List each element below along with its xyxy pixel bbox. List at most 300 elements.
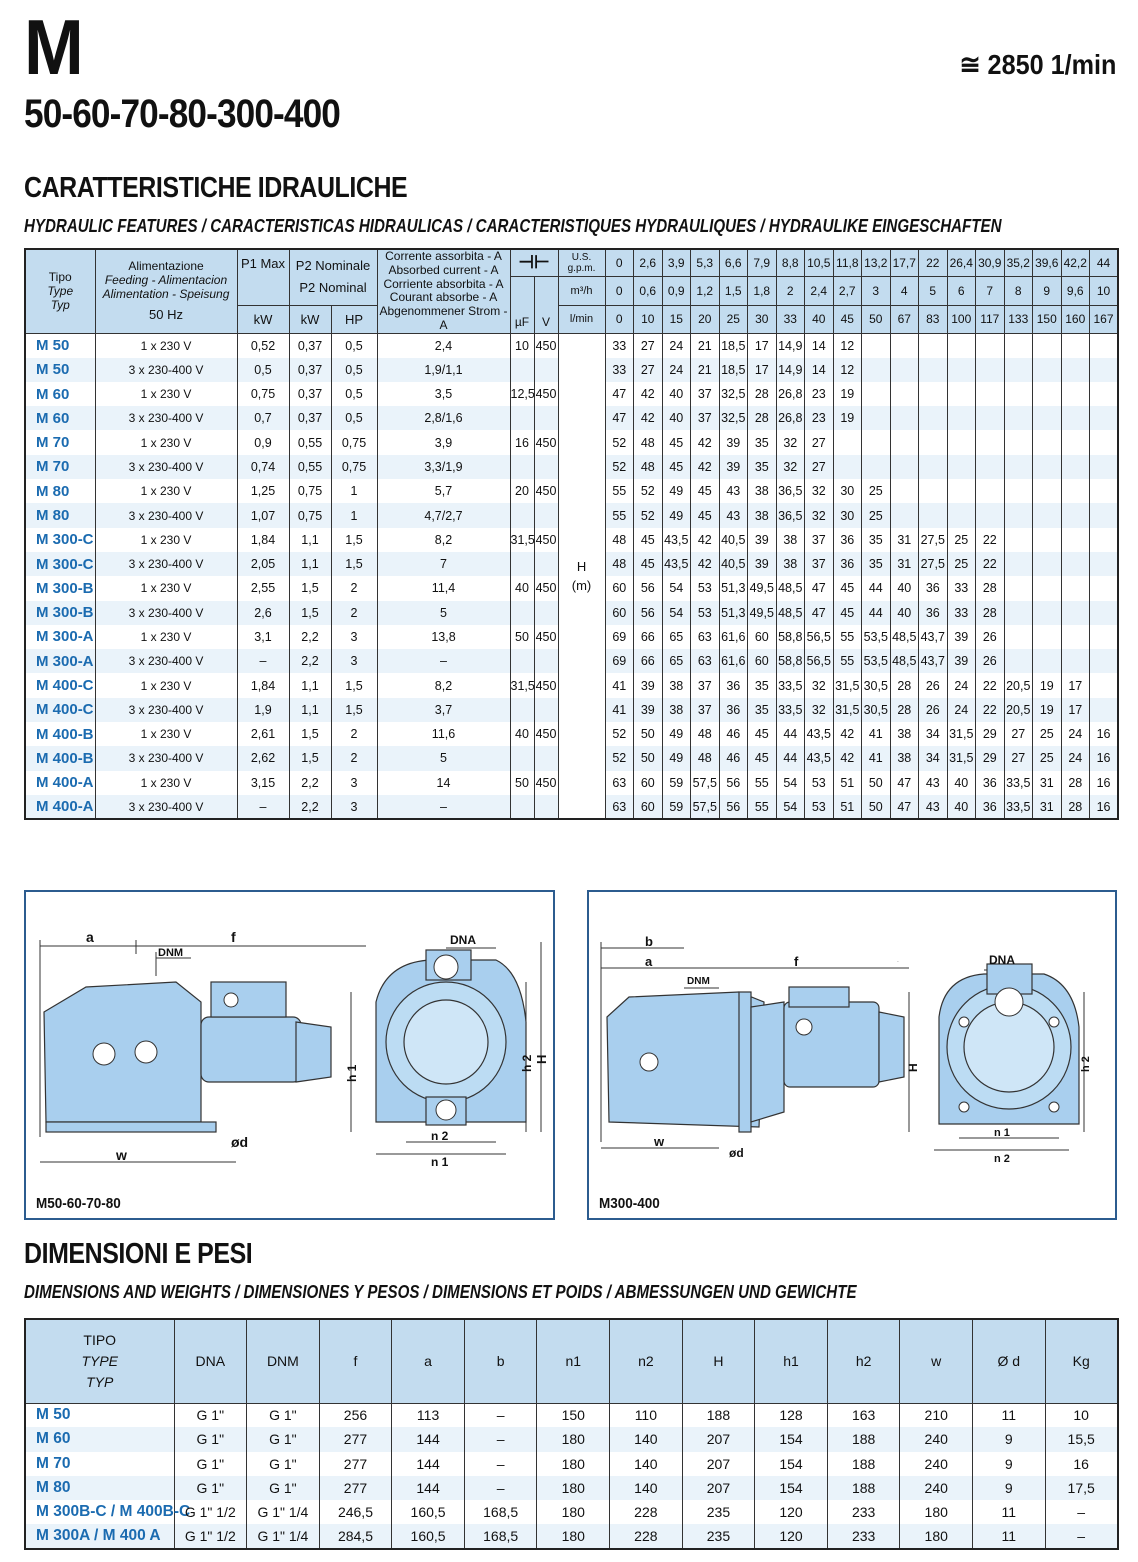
dim-value-cell: 168,5	[464, 1524, 537, 1548]
dimensions-title: DIMENSIONI E PESI	[24, 1238, 253, 1270]
head-value-cell: 48,5	[890, 625, 919, 649]
head-value-cell: 24	[1061, 746, 1090, 770]
dim-model-cell: M 70	[25, 1452, 174, 1476]
hp-cell: 0,5	[331, 333, 377, 357]
head-value-cell	[1033, 382, 1062, 406]
dim-value-cell: 128	[755, 1403, 828, 1427]
head-value-cell: 23	[805, 406, 834, 430]
dim-f-label-r: f	[794, 954, 799, 969]
dim-value-cell: 163	[827, 1403, 900, 1427]
head-value-cell: 38	[748, 503, 777, 527]
head-value-cell: 43	[919, 795, 948, 819]
uf-cell: 16	[510, 430, 534, 454]
feed-cell: 3 x 230-400 V	[95, 698, 237, 722]
table-row	[25, 1500, 1118, 1524]
head-value-cell: 39	[748, 552, 777, 576]
head-value-cell: 46	[719, 746, 748, 770]
head-value-cell: 27	[634, 333, 663, 357]
head-value-cell: 63	[691, 625, 720, 649]
head-value-cell: 28	[1061, 771, 1090, 795]
head-value-cell: 48	[691, 722, 720, 746]
uf-cell	[510, 746, 534, 770]
head-value-cell	[919, 358, 948, 382]
head-value-cell: 52	[634, 479, 663, 503]
head-value-cell: 28	[890, 673, 919, 697]
p1-cell: 0,74	[237, 455, 289, 479]
head-value-cell	[1061, 479, 1090, 503]
dim-value-cell: 11	[973, 1403, 1046, 1427]
v-cell	[534, 503, 558, 527]
dim-value-cell: 235	[682, 1524, 755, 1548]
head-value-cell	[1004, 649, 1033, 673]
kw-cell: 2,2	[289, 795, 331, 819]
head-value-cell: 25	[862, 503, 891, 527]
uf-cell	[510, 455, 534, 479]
dim-n1-label-r: n 1	[994, 1127, 1010, 1139]
head-value-cell: 63	[605, 795, 634, 819]
head-value-cell: 55	[833, 625, 862, 649]
head-value-cell: 42	[634, 406, 663, 430]
head-value-cell: 32	[805, 673, 834, 697]
head-value-cell: 31	[890, 552, 919, 576]
dim-w-label: w	[116, 1147, 127, 1163]
current-cell: 3,7	[377, 698, 510, 722]
dim-value-cell: 154	[755, 1476, 828, 1500]
p1-header: P1 Max	[237, 249, 289, 305]
v-cell: 450	[534, 673, 558, 697]
kw-cell: 1,1	[289, 673, 331, 697]
head-value-cell	[1090, 552, 1119, 576]
head-value-cell	[947, 333, 976, 357]
dim-value-cell: 180	[900, 1500, 973, 1524]
head-value-cell: 52	[605, 746, 634, 770]
head-value-cell	[919, 382, 948, 406]
dim-f-label: f	[231, 929, 236, 945]
head-value-cell: 39	[947, 625, 976, 649]
dim-value-cell: 207	[682, 1452, 755, 1476]
current-cell: 11,6	[377, 722, 510, 746]
head-value-cell: 49,5	[748, 576, 777, 600]
head-value-cell: 29	[976, 722, 1005, 746]
current-cell: 8,2	[377, 673, 510, 697]
head-value-cell: 43	[919, 771, 948, 795]
pump-drawing-large	[589, 892, 1115, 1192]
feed-cell: 1 x 230 V	[95, 576, 237, 600]
head-value-cell	[1061, 552, 1090, 576]
dim-model-cell: M 300A / M 400 A	[25, 1524, 174, 1548]
head-value-cell: 32,5	[719, 406, 748, 430]
head-value-cell	[1061, 601, 1090, 625]
table-row	[25, 1476, 1118, 1500]
p1-cell: 1,25	[237, 479, 289, 503]
hp-cell: 1,5	[331, 552, 377, 576]
head-value-cell: 40,5	[719, 528, 748, 552]
dim-value-cell: 180	[537, 1524, 610, 1548]
p1-cell: 2,6	[237, 601, 289, 625]
feed-cell: 1 x 230 V	[95, 722, 237, 746]
kw-cell: 0,37	[289, 406, 331, 430]
head-value-cell: 28	[1061, 795, 1090, 819]
hp-cell: 1	[331, 479, 377, 503]
head-value-cell: 49	[662, 746, 691, 770]
head-value-cell: 12	[833, 358, 862, 382]
hp-cell: 3	[331, 795, 377, 819]
dim-value-cell: 235	[682, 1500, 755, 1524]
dim-value-cell: –	[1045, 1500, 1118, 1524]
dim-value-cell: G 1"	[174, 1427, 247, 1451]
head-value-cell: 22	[976, 698, 1005, 722]
head-value-cell	[1033, 601, 1062, 625]
p1-cell: –	[237, 649, 289, 673]
capacitor-icon: ⊣⊢	[510, 249, 558, 276]
dim-value-cell: 188	[827, 1452, 900, 1476]
dim-value-cell: 233	[827, 1500, 900, 1524]
head-value-cell: 40,5	[719, 552, 748, 576]
dim-value-cell: 144	[392, 1476, 465, 1500]
pump-drawing-small	[26, 892, 553, 1192]
current-cell: 11,4	[377, 576, 510, 600]
head-value-cell: 51,3	[719, 601, 748, 625]
head-value-cell: 31,5	[833, 673, 862, 697]
dim-value-cell: 120	[755, 1524, 828, 1548]
dim-value-cell: 180	[537, 1476, 610, 1500]
dim-value-cell: 210	[900, 1403, 973, 1427]
hp-cell: 0,5	[331, 406, 377, 430]
head-value-cell: 53	[691, 601, 720, 625]
feed-cell: 1 x 230 V	[95, 479, 237, 503]
head-value-cell	[1061, 528, 1090, 552]
head-value-cell	[1061, 430, 1090, 454]
head-value-cell: 21	[691, 333, 720, 357]
uf-cell	[510, 406, 534, 430]
uf-cell: 40	[510, 722, 534, 746]
kw-cell: 1,5	[289, 746, 331, 770]
dim-value-cell: 144	[392, 1452, 465, 1476]
head-value-cell: 53,5	[862, 625, 891, 649]
hp-cell: 1,5	[331, 528, 377, 552]
head-value-cell	[947, 430, 976, 454]
head-value-cell: 37	[691, 673, 720, 697]
head-value-cell: 56	[634, 576, 663, 600]
current-cell: 5	[377, 746, 510, 770]
dim-col-a: a	[392, 1319, 465, 1403]
head-value-cell	[1090, 528, 1119, 552]
head-value-cell: 48	[634, 455, 663, 479]
head-value-cell: 36,5	[776, 503, 805, 527]
head-value-cell: 54	[776, 771, 805, 795]
dim-col-dnm: DNM	[247, 1319, 320, 1403]
head-value-cell: 42	[833, 722, 862, 746]
head-value-cell: 20,5	[1004, 698, 1033, 722]
head-value-cell: 37	[691, 382, 720, 406]
uf-cell	[510, 649, 534, 673]
model-cell: M 60	[25, 406, 95, 430]
head-value-cell: 26	[919, 698, 948, 722]
model-cell: M 300-C	[25, 528, 95, 552]
dim-value-cell: 15,5	[1045, 1427, 1118, 1451]
m3h-unit: m³/h	[558, 276, 605, 305]
dim-value-cell: 188	[827, 1427, 900, 1451]
head-value-cell: 34	[919, 746, 948, 770]
hp-cell: 1,5	[331, 698, 377, 722]
dim-value-cell: –	[464, 1427, 537, 1451]
head-value-cell	[833, 430, 862, 454]
head-value-cell: 69	[605, 649, 634, 673]
head-value-cell: 42	[833, 746, 862, 770]
head-value-cell	[1004, 625, 1033, 649]
head-value-cell: 31	[890, 528, 919, 552]
head-value-cell: 24	[947, 673, 976, 697]
kw-cell: 1,1	[289, 698, 331, 722]
head-value-cell: 55	[748, 795, 777, 819]
head-value-cell: 26,8	[776, 406, 805, 430]
head-value-cell: 23	[805, 382, 834, 406]
v-cell: 450	[534, 382, 558, 406]
table-row	[25, 1403, 1118, 1427]
head-value-cell	[1061, 333, 1090, 357]
p1-cell: 0,7	[237, 406, 289, 430]
head-value-cell: 16	[1090, 795, 1119, 819]
head-value-cell: 26	[976, 625, 1005, 649]
head-value-cell: 24	[1061, 722, 1090, 746]
head-value-cell: 19	[1033, 673, 1062, 697]
head-value-cell: 40	[947, 795, 976, 819]
head-value-cell	[1004, 528, 1033, 552]
head-value-cell	[947, 479, 976, 503]
v-cell	[534, 649, 558, 673]
head-value-cell: 38	[776, 528, 805, 552]
p1-cell: 2,55	[237, 576, 289, 600]
head-value-cell	[919, 430, 948, 454]
model-cell: M 300-B	[25, 601, 95, 625]
head-value-cell: 17	[748, 358, 777, 382]
dim-value-cell: 207	[682, 1427, 755, 1451]
dim-value-cell: 9	[973, 1427, 1046, 1451]
head-value-cell: 49	[662, 503, 691, 527]
dim-dnm-label-r: DNM	[687, 976, 710, 987]
head-value-cell: 48,5	[776, 576, 805, 600]
table-row	[25, 1427, 1118, 1451]
head-value-cell: 26,8	[776, 382, 805, 406]
feed-cell: 3 x 230-400 V	[95, 552, 237, 576]
dim-col-H: H	[682, 1319, 755, 1403]
head-value-cell: 32	[805, 503, 834, 527]
p1-cell: 0,9	[237, 430, 289, 454]
kw-cell: 1,5	[289, 576, 331, 600]
table-row	[25, 1524, 1118, 1548]
head-value-cell: 55	[605, 479, 634, 503]
dim-h1-label: h 1	[345, 1064, 359, 1082]
dim-h2-label: h 2	[520, 1054, 534, 1072]
head-value-cell: 14	[805, 333, 834, 357]
head-value-cell: 55	[833, 649, 862, 673]
head-value-cell: 58,8	[776, 649, 805, 673]
dim-H-label-r: H	[906, 1063, 920, 1072]
head-value-cell	[862, 382, 891, 406]
head-value-cell	[862, 455, 891, 479]
head-value-cell	[1033, 552, 1062, 576]
dim-value-cell: 110	[610, 1403, 683, 1427]
p1-cell: 3,1	[237, 625, 289, 649]
head-value-cell: 40	[890, 576, 919, 600]
head-unit: (m)	[571, 578, 592, 593]
hp-cell: 0,5	[331, 358, 377, 382]
head-value-cell	[976, 503, 1005, 527]
table-row	[25, 1452, 1118, 1476]
dim-value-cell: 180	[900, 1524, 973, 1548]
current-cell: –	[377, 649, 510, 673]
v-cell	[534, 746, 558, 770]
head-value-cell	[890, 406, 919, 430]
head-value-cell: 57,5	[691, 795, 720, 819]
kw-cell: 1,5	[289, 722, 331, 746]
head-value-cell: 48	[634, 430, 663, 454]
head-value-cell	[947, 503, 976, 527]
gpm-unit: U.S. g.p.m.	[558, 249, 605, 276]
dim-value-cell: 11	[973, 1500, 1046, 1524]
dim-model-cell: M 60	[25, 1427, 174, 1451]
head-value-cell	[976, 455, 1005, 479]
tipo-header: Tipo Type Typ	[25, 249, 95, 333]
product-title: M	[24, 3, 83, 91]
head-value-cell: 18,5	[719, 358, 748, 382]
kw-cell: 1,5	[289, 601, 331, 625]
dim-value-cell: G 1" 1/2	[174, 1500, 247, 1524]
p1-cell: 1,07	[237, 503, 289, 527]
dim-value-cell: 140	[610, 1452, 683, 1476]
head-value-cell	[1090, 455, 1119, 479]
head-value-cell: 40	[662, 406, 691, 430]
dim-value-cell: G 1"	[247, 1452, 320, 1476]
hp-cell: 3	[331, 649, 377, 673]
head-value-cell: 43,5	[805, 746, 834, 770]
current-cell: –	[377, 795, 510, 819]
uf-cell	[510, 698, 534, 722]
head-value-cell: 51,3	[719, 576, 748, 600]
head-value-cell	[1090, 430, 1119, 454]
feed-cell: 3 x 230-400 V	[95, 649, 237, 673]
head-value-cell	[1033, 430, 1062, 454]
uf-cell: 20	[510, 479, 534, 503]
head-value-cell: 61,6	[719, 649, 748, 673]
dim-value-cell: 180	[537, 1500, 610, 1524]
dim-value-cell: 113	[392, 1403, 465, 1427]
head-value-cell: 50	[634, 746, 663, 770]
head-value-cell: 32	[776, 430, 805, 454]
head-value-cell: 35	[748, 673, 777, 697]
head-value-cell: 38	[748, 479, 777, 503]
feed-cell: 3 x 230-400 V	[95, 503, 237, 527]
head-value-cell: 20,5	[1004, 673, 1033, 697]
head-value-cell: 42	[691, 430, 720, 454]
dim-col-f: f	[319, 1319, 392, 1403]
hydraulic-title: CARATTERISTICHE IDRAULICHE	[24, 172, 408, 204]
current-cell: 2,8/1,6	[377, 406, 510, 430]
dim-model-cell: M 300B-C / M 400B-C	[25, 1500, 174, 1524]
head-value-cell	[976, 406, 1005, 430]
dim-w-label-r: w	[654, 1134, 665, 1149]
head-value-cell: 43,7	[919, 625, 948, 649]
head-value-cell	[947, 382, 976, 406]
uf-cell	[510, 358, 534, 382]
dim-value-cell: 188	[827, 1476, 900, 1500]
head-value-cell: 45	[748, 722, 777, 746]
head-value-cell: 53,5	[862, 649, 891, 673]
head-value-cell: 30	[833, 479, 862, 503]
dim-od-label-r: ød	[729, 1146, 744, 1160]
head-value-cell: 50	[862, 771, 891, 795]
current-cell: 3,9	[377, 430, 510, 454]
model-cell: M 300-C	[25, 552, 95, 576]
head-value-cell: 52	[634, 503, 663, 527]
feed-cell: 3 x 230-400 V	[95, 746, 237, 770]
speed-label: ≅ 2850 1/min	[958, 49, 1116, 80]
head-value-cell: 30,5	[862, 698, 891, 722]
v-cell	[534, 795, 558, 819]
drawing-caption-left: M50-60-70-80	[36, 1195, 121, 1212]
head-value-cell: 26	[976, 649, 1005, 673]
head-value-cell	[1033, 406, 1062, 430]
current-cell: 14	[377, 771, 510, 795]
head-value-cell	[947, 358, 976, 382]
head-value-cell: 34	[919, 722, 948, 746]
head-label: H	[576, 559, 587, 574]
feed-cell: 3 x 230-400 V	[95, 601, 237, 625]
head-value-cell	[1033, 455, 1062, 479]
dim-value-cell: G 1" 1/2	[174, 1524, 247, 1548]
head-value-cell: 44	[776, 722, 805, 746]
head-value-cell: 39	[947, 649, 976, 673]
head-value-cell: 50	[862, 795, 891, 819]
head-value-cell: 27	[634, 358, 663, 382]
head-value-cell: 36	[719, 673, 748, 697]
head-value-cell: 44	[862, 601, 891, 625]
head-value-cell	[1004, 601, 1033, 625]
head-value-cell: 19	[833, 406, 862, 430]
dim-n2-label-r: n 2	[994, 1153, 1010, 1165]
head-value-cell: 56	[719, 795, 748, 819]
head-value-cell: 38	[776, 552, 805, 576]
head-value-cell: 42	[691, 528, 720, 552]
uf-cell: 31,5	[510, 528, 534, 552]
head-value-cell	[1004, 382, 1033, 406]
head-value-cell: 31,5	[947, 746, 976, 770]
v-cell	[534, 455, 558, 479]
feed-cell: 1 x 230 V	[95, 673, 237, 697]
model-cell: M 300-A	[25, 649, 95, 673]
head-value-cell: 43,5	[662, 552, 691, 576]
dim-od-label: ød	[231, 1134, 249, 1150]
head-value-cell: 61,6	[719, 625, 748, 649]
head-value-cell: 35	[748, 455, 777, 479]
head-value-cell: 56	[634, 601, 663, 625]
head-value-cell: 30,5	[862, 673, 891, 697]
kw-cell: 1,1	[289, 528, 331, 552]
p1-cell: 2,61	[237, 722, 289, 746]
head-value-cell: 45	[833, 601, 862, 625]
dim-value-cell: G 1"	[174, 1403, 247, 1427]
head-value-cell: 31,5	[833, 698, 862, 722]
uf-header: µF	[510, 276, 534, 333]
uf-cell: 50	[510, 771, 534, 795]
dim-value-cell: G 1"	[247, 1476, 320, 1500]
p1-cell: –	[237, 795, 289, 819]
head-value-cell: 42	[691, 552, 720, 576]
head-value-cell: 32	[805, 698, 834, 722]
model-list: 50-60-70-80-300-400	[24, 92, 340, 136]
kw-cell: 0,75	[289, 479, 331, 503]
v-cell: 450	[534, 479, 558, 503]
